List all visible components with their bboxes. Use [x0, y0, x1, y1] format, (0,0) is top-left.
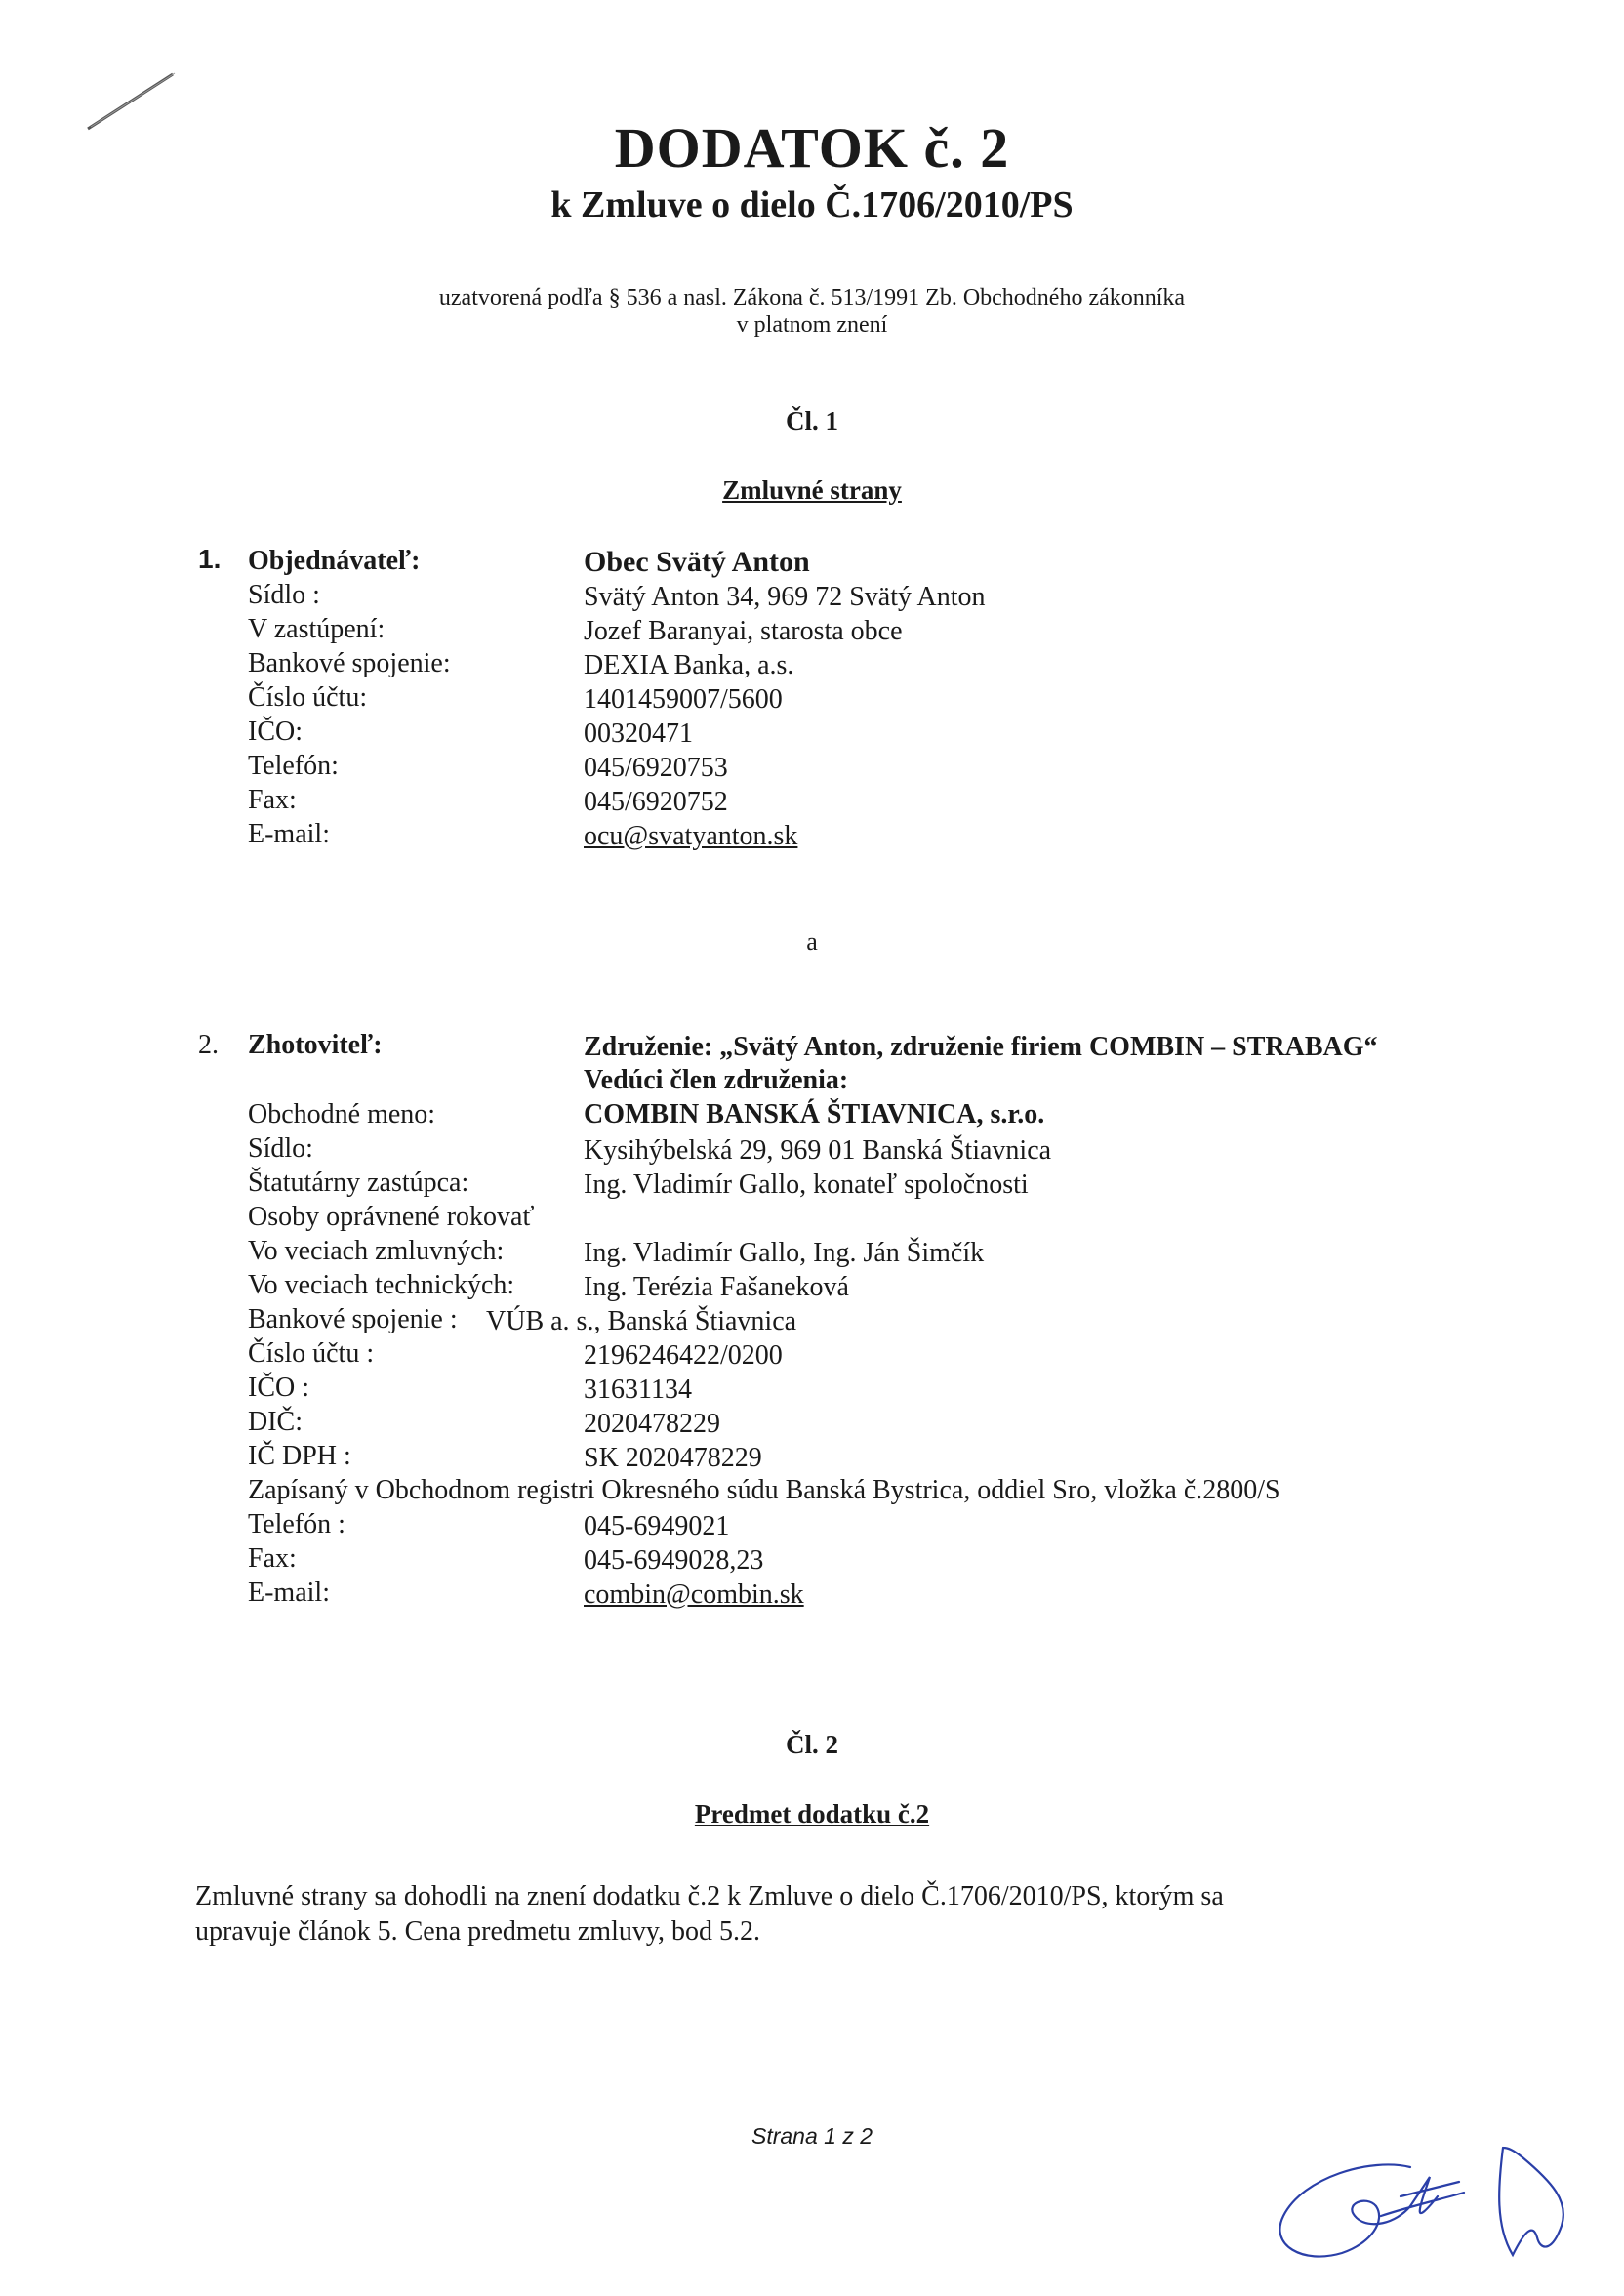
party-2-seat-label: Sídlo: — [248, 1133, 313, 1164]
party-2-bank-label: Bankové spojenie : — [248, 1304, 458, 1334]
party-2-fax-label: Fax: — [248, 1543, 297, 1574]
party-2-dic-value: 2020478229 — [584, 1409, 720, 1439]
party-2-icdph-value: SK 2020478229 — [584, 1443, 762, 1473]
party-1-fax-value: 045/6920752 — [584, 787, 728, 817]
party-1-role: Objednávateľ: — [248, 546, 421, 576]
party-2-phone-label: Telefón : — [248, 1509, 345, 1539]
party-2-technical-value: Ing. Terézia Fašaneková — [584, 1272, 849, 1302]
party-2-contract-label: Vo veciach zmluvných: — [248, 1236, 505, 1266]
article-2-paragraph-line-2: upravuje článok 5. Cena predmetu zmluvy, bod 5.2. — [195, 1916, 761, 1947]
party-2-bank-value: VÚB a. s., Banská Štiavnica — [486, 1306, 797, 1336]
party-1-number: 1. — [198, 544, 222, 574]
party-2-dic-label: DIČ: — [248, 1407, 303, 1437]
party-1-representative-label: V zastúpení: — [248, 614, 386, 644]
party-2-role: Zhotoviteľ: — [248, 1030, 383, 1060]
party-1-bank-value: DEXIA Banka, a.s. — [584, 650, 794, 680]
party-2-association: Združenie: „Svätý Anton, združenie firiem COMBIN – STRABAG“ — [584, 1032, 1378, 1062]
article-2-number: Čl. 2 — [786, 1730, 838, 1759]
party-1-email-label: E-mail: — [248, 819, 330, 849]
party-2-technical-label: Vo veciach technických: — [248, 1270, 515, 1300]
party-2-ico-value: 31631134 — [584, 1374, 692, 1405]
intro-line-2: v platnom znení — [736, 312, 888, 338]
party-2-number: 2. — [198, 1030, 219, 1060]
party-2-seat-value: Kysihýbelská 29, 969 01 Banská Štiavnica — [584, 1135, 1052, 1166]
handwritten-signature-1 — [1264, 2138, 1479, 2275]
party-2-authorized-label: Osoby oprávnené rokovať — [248, 1202, 535, 1232]
party-2-account-value: 2196246422/0200 — [584, 1340, 783, 1371]
article-2-paragraph-line-1: Zmluvné strany sa dohodli na znení dodatku č.2 k Zmluve o dielo Č.1706/2010/PS, ktorým sa — [195, 1881, 1224, 1911]
article-1-heading: Zmluvné strany — [722, 475, 902, 505]
party-1-bank-label: Bankové spojenie: — [248, 648, 451, 678]
party-2-icdph-label: IČ DPH : — [248, 1441, 351, 1471]
party-1-phone-value: 045/6920753 — [584, 753, 728, 783]
party-1-fax-label: Fax: — [248, 785, 297, 815]
party-2-account-label: Číslo účtu : — [248, 1338, 375, 1369]
intro-line-1: uzatvorená podľa § 536 a nasl. Zákona č. 513/1991 Zb. Obchodného zákonníka — [438, 285, 1186, 310]
party-2-lead-member: Vedúci člen združenia: — [584, 1065, 849, 1095]
party-2-contract-value: Ing. Vladimír Gallo, Ing. Ján Šimčík — [584, 1238, 985, 1268]
party-1-seat-value: Svätý Anton 34, 969 72 Svätý Anton — [584, 582, 986, 612]
party-2-ico-label: IČO : — [248, 1373, 309, 1403]
party-2-register-line: Zapísaný v Obchodnom registri Okresného súdu Banská Bystrica, oddiel Sro, vložka č.2800/S — [248, 1475, 1280, 1505]
document-title: DODATOK č. 2 — [614, 116, 1010, 180]
article-2-heading: Predmet dodatku č.2 — [694, 1799, 930, 1828]
party-2-business-name-value: COMBIN BANSKÁ ŠTIAVNICA, s.r.o. — [584, 1099, 1045, 1129]
party-2-statutory-value: Ing. Vladimír Gallo, konateľ spoločnosti — [584, 1169, 1029, 1200]
party-1-seat-label: Sídlo : — [248, 580, 320, 610]
document-subtitle: k Zmluve o dielo Č.1706/2010/PS — [550, 184, 1074, 226]
party-2-email-label: E-mail: — [248, 1578, 330, 1608]
parties-separator: a — [806, 927, 818, 956]
party-1-representative-value: Jozef Baranyai, starosta obce — [584, 616, 903, 646]
party-1-ico-label: IČO: — [248, 717, 303, 747]
party-2-business-name-label: Obchodné meno: — [248, 1099, 436, 1129]
party-1-ico-value: 00320471 — [584, 718, 693, 749]
party-1-name: Obec Svätý Anton — [584, 546, 810, 578]
party-1-email-link[interactable]: ocu@svatyanton.sk — [584, 821, 798, 851]
party-2-fax-value: 045-6949028,23 — [584, 1545, 764, 1576]
party-1-phone-label: Telefón: — [248, 751, 339, 781]
party-1-account-value: 1401459007/5600 — [584, 684, 783, 715]
party-1-account-label: Číslo účtu: — [248, 682, 368, 713]
handwritten-signature-2 — [1483, 2128, 1581, 2275]
page-number: Strana 1 z 2 — [751, 2123, 873, 2149]
article-1-number: Čl. 1 — [786, 406, 838, 435]
party-2-email-link[interactable]: combin@combin.sk — [584, 1579, 804, 1610]
party-2-statutory-label: Štatutárny zastúpca: — [248, 1168, 469, 1198]
party-2-phone-value: 045-6949021 — [584, 1511, 730, 1541]
